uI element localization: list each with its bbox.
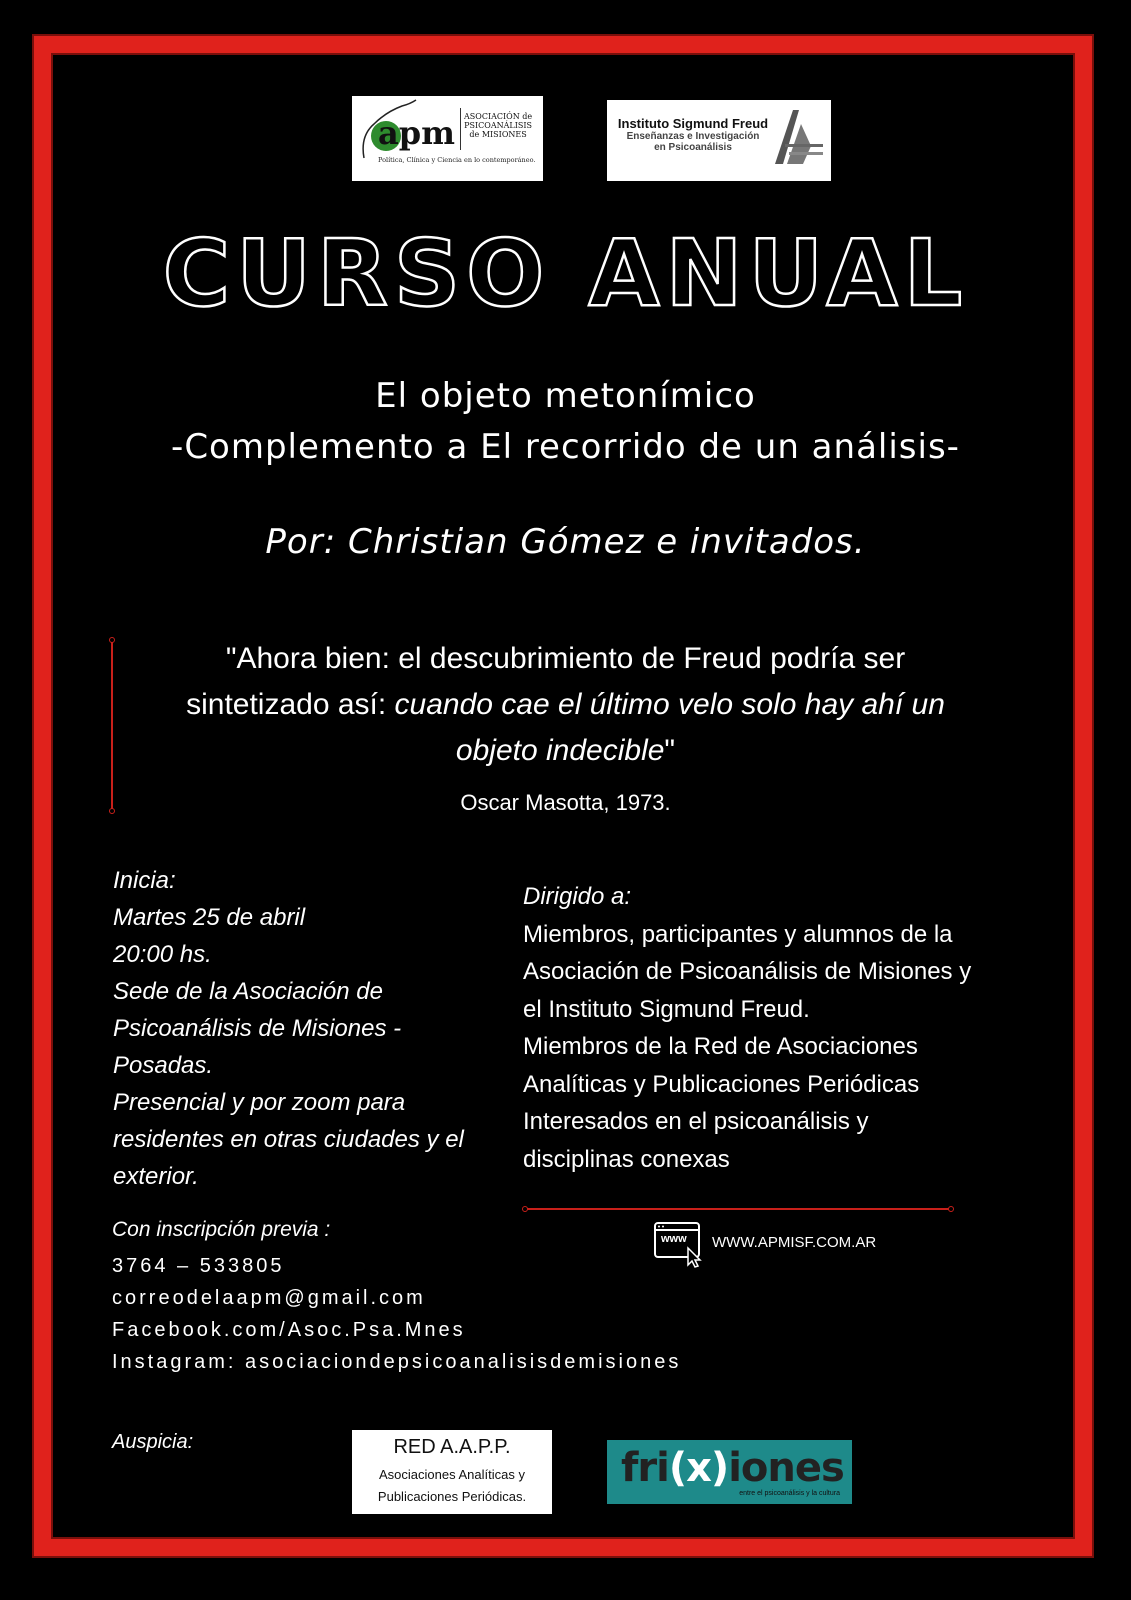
frixiones-tagline: entre el psicoanálisis y la cultura xyxy=(739,1490,840,1497)
isf-triangle-icon xyxy=(755,106,825,166)
isf-logo xyxy=(607,100,831,181)
quote-line-2a: sintetizado así: xyxy=(186,688,395,721)
start-info-line: Inicia: xyxy=(113,867,176,894)
isf-logo-line2: Enseñanzas e Investigación xyxy=(626,131,760,142)
red-aapp-logo xyxy=(352,1430,552,1514)
audience-block xyxy=(523,878,1023,1178)
course-subtitle-2: -Complemento a El recorrido de un análisis- xyxy=(171,427,960,467)
presenter-line: Por: Christian Gómez e invitados. xyxy=(265,522,866,562)
apm-logo-tagline: Política, Clínica y Ciencia en lo contemporáneo. xyxy=(378,156,536,164)
course-title: CURSO ANUAL xyxy=(162,220,969,327)
contact-email[interactable]: correodelaapm@gmail.com xyxy=(112,1287,426,1309)
apm-logo-name-1: ASOCIACIÓN de xyxy=(464,112,533,121)
contact-phone: 3764 – 533805 xyxy=(112,1255,285,1277)
start-info-line: exterior. xyxy=(113,1163,199,1190)
quote-line-3a: objeto indecible xyxy=(455,734,665,767)
apm-logo-mark: apm xyxy=(378,114,455,152)
website-divider-dot-right xyxy=(948,1206,954,1212)
contact-facebook[interactable]: Facebook.com/Asoc.Psa.Mnes xyxy=(112,1319,466,1341)
start-info xyxy=(113,862,493,1195)
start-info-line: Posadas. xyxy=(113,1052,214,1079)
apm-logo-name-2: PSICOANÁLISIS xyxy=(464,121,532,130)
contact-instagram[interactable]: Instagram: asociaciondepsicoanalisisdemisiones xyxy=(112,1351,682,1373)
audience-heading: Dirigido a: xyxy=(523,883,632,910)
quote-line-1: "Ahora bien: el descubrimiento de Freud podría ser xyxy=(225,642,906,675)
course-subtitle-1: El objeto metonímico xyxy=(375,376,756,416)
apm-logo-divider xyxy=(460,108,461,150)
start-info-line: residentes en otras ciudades y el xyxy=(113,1126,464,1153)
audience-line: Interesados en el psicoanálisis y xyxy=(523,1108,869,1135)
audience-line: Miembros, participantes y alumnos de la xyxy=(523,920,953,948)
audience-line: Analíticas y Publicaciones Periódicas xyxy=(523,1070,920,1098)
website-divider xyxy=(525,1208,950,1210)
quote-line-2b: cuando cae el último velo solo hay ahí un xyxy=(394,688,945,721)
isf-logo-name: Instituto Sigmund Freud xyxy=(617,116,769,131)
website-divider-dot-left xyxy=(522,1206,528,1212)
audience-line: Asociación de Psicoanálisis de Misiones y xyxy=(523,958,972,985)
red-aapp-line1: Asociaciones Analíticas y xyxy=(379,1467,525,1482)
red-aapp-title: RED A.A.P.P. xyxy=(393,1436,511,1458)
apm-logo xyxy=(352,96,543,181)
start-info-line: Sede de la Asociación de xyxy=(113,978,383,1005)
audience-line: el Instituto Sigmund Freud. xyxy=(523,995,810,1023)
isf-logo-line3: en Psicoanálisis xyxy=(654,142,732,153)
quote-citation: Oscar Masotta, 1973. xyxy=(460,790,671,815)
registration-heading: Con inscripción previa : xyxy=(112,1218,331,1241)
start-info-line: Psicoanálisis de Misiones - xyxy=(113,1015,402,1042)
apm-logo-name-3: de MISIONES xyxy=(469,130,527,139)
audience-line: Miembros de la Red de Asociaciones xyxy=(523,1033,918,1060)
frixiones-part3: iones xyxy=(728,1445,844,1491)
start-info-line: Presencial y por zoom para xyxy=(113,1089,406,1116)
red-aapp-line2: Publicaciones Periódicas. xyxy=(377,1489,527,1504)
website-icon-label: www xyxy=(661,1233,687,1245)
frixiones-logo xyxy=(607,1440,852,1504)
quote-block xyxy=(0,636,1131,774)
sponsors-label: Auspicia: xyxy=(112,1431,194,1453)
frixiones-part1: fri xyxy=(621,1445,669,1491)
frixiones-part2: (x) xyxy=(668,1445,729,1491)
start-info-line: Martes 25 de abril xyxy=(113,904,306,931)
website-link[interactable]: WWW.APMISF.COM.AR xyxy=(712,1234,877,1251)
contacts-block xyxy=(112,1250,681,1378)
audience-line: disciplinas conexas xyxy=(523,1145,730,1173)
start-info-line: 20:00 hs. xyxy=(113,941,212,968)
quote-line-3b: " xyxy=(664,734,676,767)
